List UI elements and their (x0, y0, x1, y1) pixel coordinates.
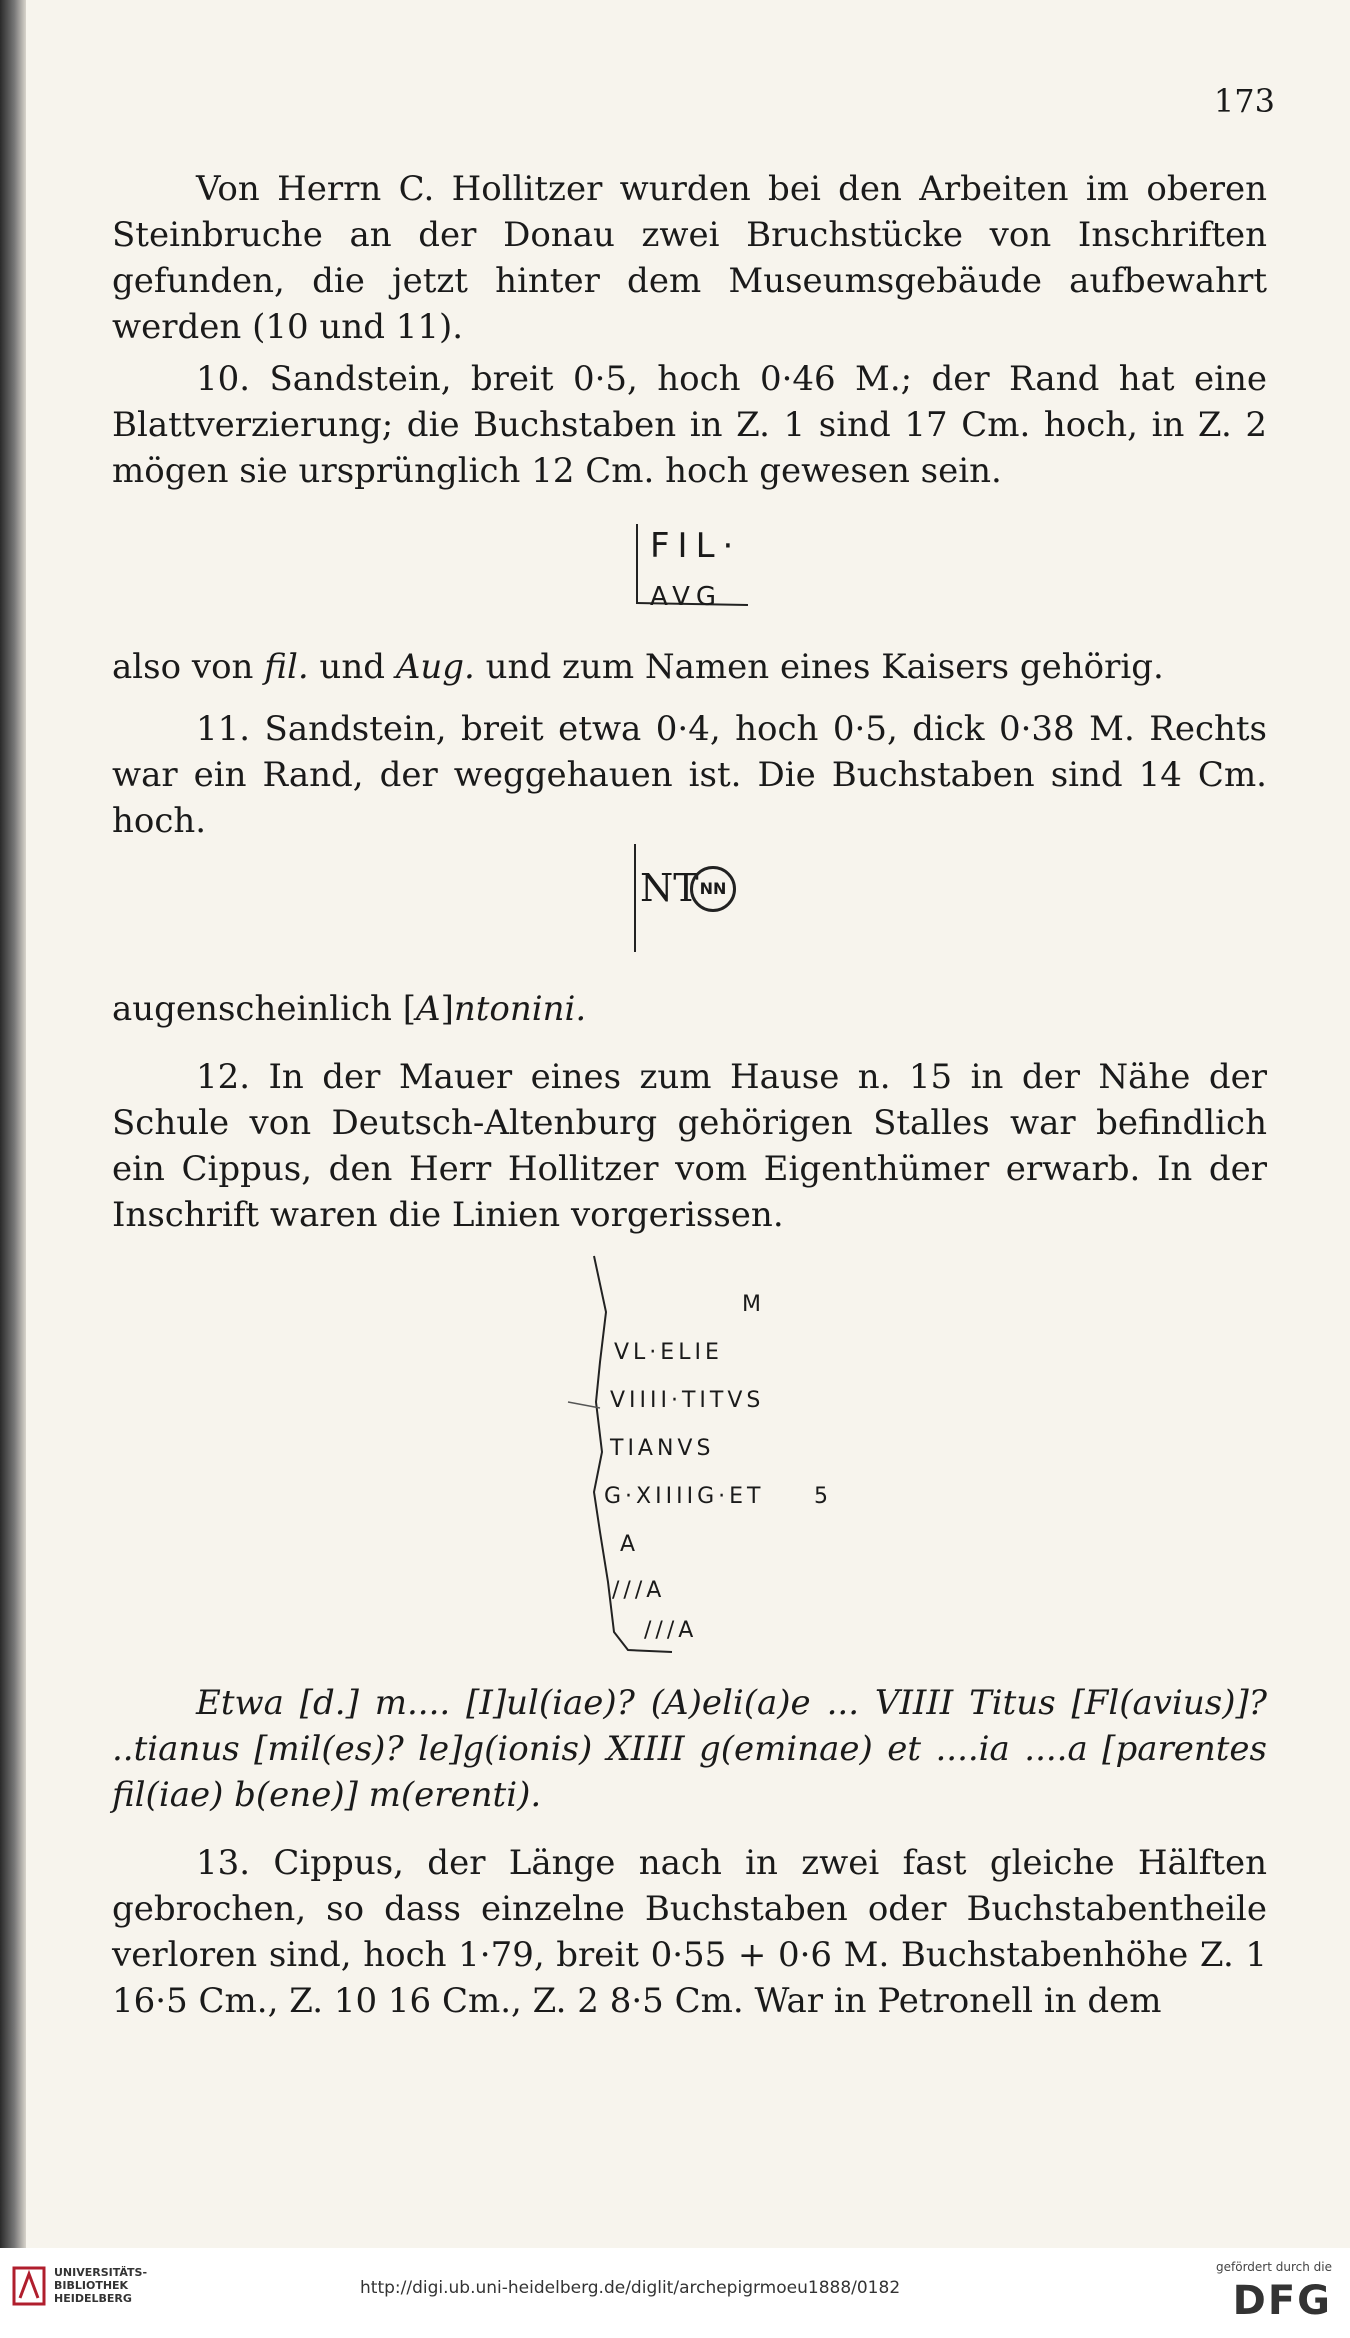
paragraph-10: 10. Sandstein, breit 0·5, hoch 0·46 M.; der Rand hat eine Blattverzierung; die Buchstaben in Z. 1 sind 17 Cm. hoch, in Z. 2 mögen sie ursprünglich 12 Cm. hoch gewesen sein. (112, 359, 1267, 491)
heidelberg-seal-icon (10, 2264, 48, 2308)
page-number: 173 (1213, 82, 1275, 120)
inscription-10-fragment (636, 524, 756, 610)
sponsor-label: gefördert durch die (1216, 2260, 1332, 2274)
footer-bar (0, 2248, 1350, 2338)
inscription-10-line-2: AVG (650, 582, 723, 612)
inscription-12-line-6: A (620, 1532, 640, 1557)
inscription-12-line-8: ///A (644, 1618, 698, 1643)
paragraph-12: 12. In der Mauer eines zum Hause n. 15 in der Nähe der Schule von Deutsch-Altenburg gehörigen Stalles war befindlich ein Cippus, den Herr Hollitzer vom Eigenthümer erwarb. In der Inschrift waren die Linien vorgerissen. (112, 1057, 1267, 1235)
inscription-12-line-2: VL·ELIE (614, 1340, 723, 1365)
paragraph-11-conclusion: augenscheinlich [A]ntonini. (112, 989, 587, 1029)
inscription-12-cippus (560, 1252, 880, 1662)
term-fil: fil. (264, 647, 309, 687)
paragraph-11: 11. Sandstein, breit etwa 0·4, hoch 0·5, dick 0·38 M. Rechts war ein Rand, der weggehauen ist. Die Buchstaben sind 14 Cm. hoch. (112, 709, 1267, 841)
inscription-12-line-5: G·XIIIIG·ET (604, 1484, 765, 1509)
inscription-12-line-7: ///A (612, 1578, 666, 1603)
inscription-11-letters: NT (640, 866, 699, 910)
book-binding-edge (0, 0, 26, 2248)
inscription-11-fragment (634, 844, 744, 954)
inscription-12-line-1: M (742, 1292, 765, 1317)
intro-paragraph: Von Herrn C. Hollitzer wurden bei den Arbeiten im oberen Steinbruche an der Donau zwei Bruchstücke von Inschriften gefunden, die jetzt hinter dem Museumsgebäude aufbewahrt werden (10 und 11). (112, 169, 1267, 347)
inscription-12-line-4: TIANVS (610, 1436, 715, 1461)
inscription-12-line-number: 5 (814, 1484, 832, 1509)
library-name: UNIVERSITÄTS- BIBLIOTHEK HEIDELBERG (54, 2266, 148, 2305)
university-logo (10, 2264, 48, 2312)
dfg-logo: DFG (1232, 2278, 1332, 2324)
cippus-break-outline (560, 1252, 880, 1662)
paragraph-12-reading: Etwa [d.] m.... [I]ul(iae)? (A)eli(a)e ... VIIII Titus [Fl(avius)]? ..tianus [mil(es)? le]g(ionis) XIIII g(eminae) et ....ia ....a [parentes fil(iae) b(ene)] m(erenti). (112, 1683, 1267, 1815)
paragraph-13: 13. Cippus, der Länge nach in zwei fast gleiche Hälften gebrochen, so dass einzelne Buchstaben oder Buchstabentheile verloren sind, hoch 1·79, breit 0·55 + 0·6 M. Buchstabenhöhe Z. 1 16·5 Cm., Z. 10 16 Cm., Z. 2 8·5 Cm. War in Petronell in dem (112, 1843, 1267, 2021)
source-url-link[interactable]: http://digi.ub.uni-heidelberg.de/diglit/archepigrmoeu1888/0182 (360, 2278, 901, 2298)
inscription-11-circle: NN (690, 866, 736, 912)
term-antonini: ntonini. (453, 989, 587, 1029)
inscription-12-line-3: VIIII·TITVS (610, 1388, 765, 1413)
term-aug: Aug. (395, 647, 475, 687)
paragraph-10-conclusion: also von fil. und Aug. und zum Namen eines Kaisers gehörig. (112, 647, 1164, 687)
inscription-10-line-1: FIL· (650, 526, 742, 566)
